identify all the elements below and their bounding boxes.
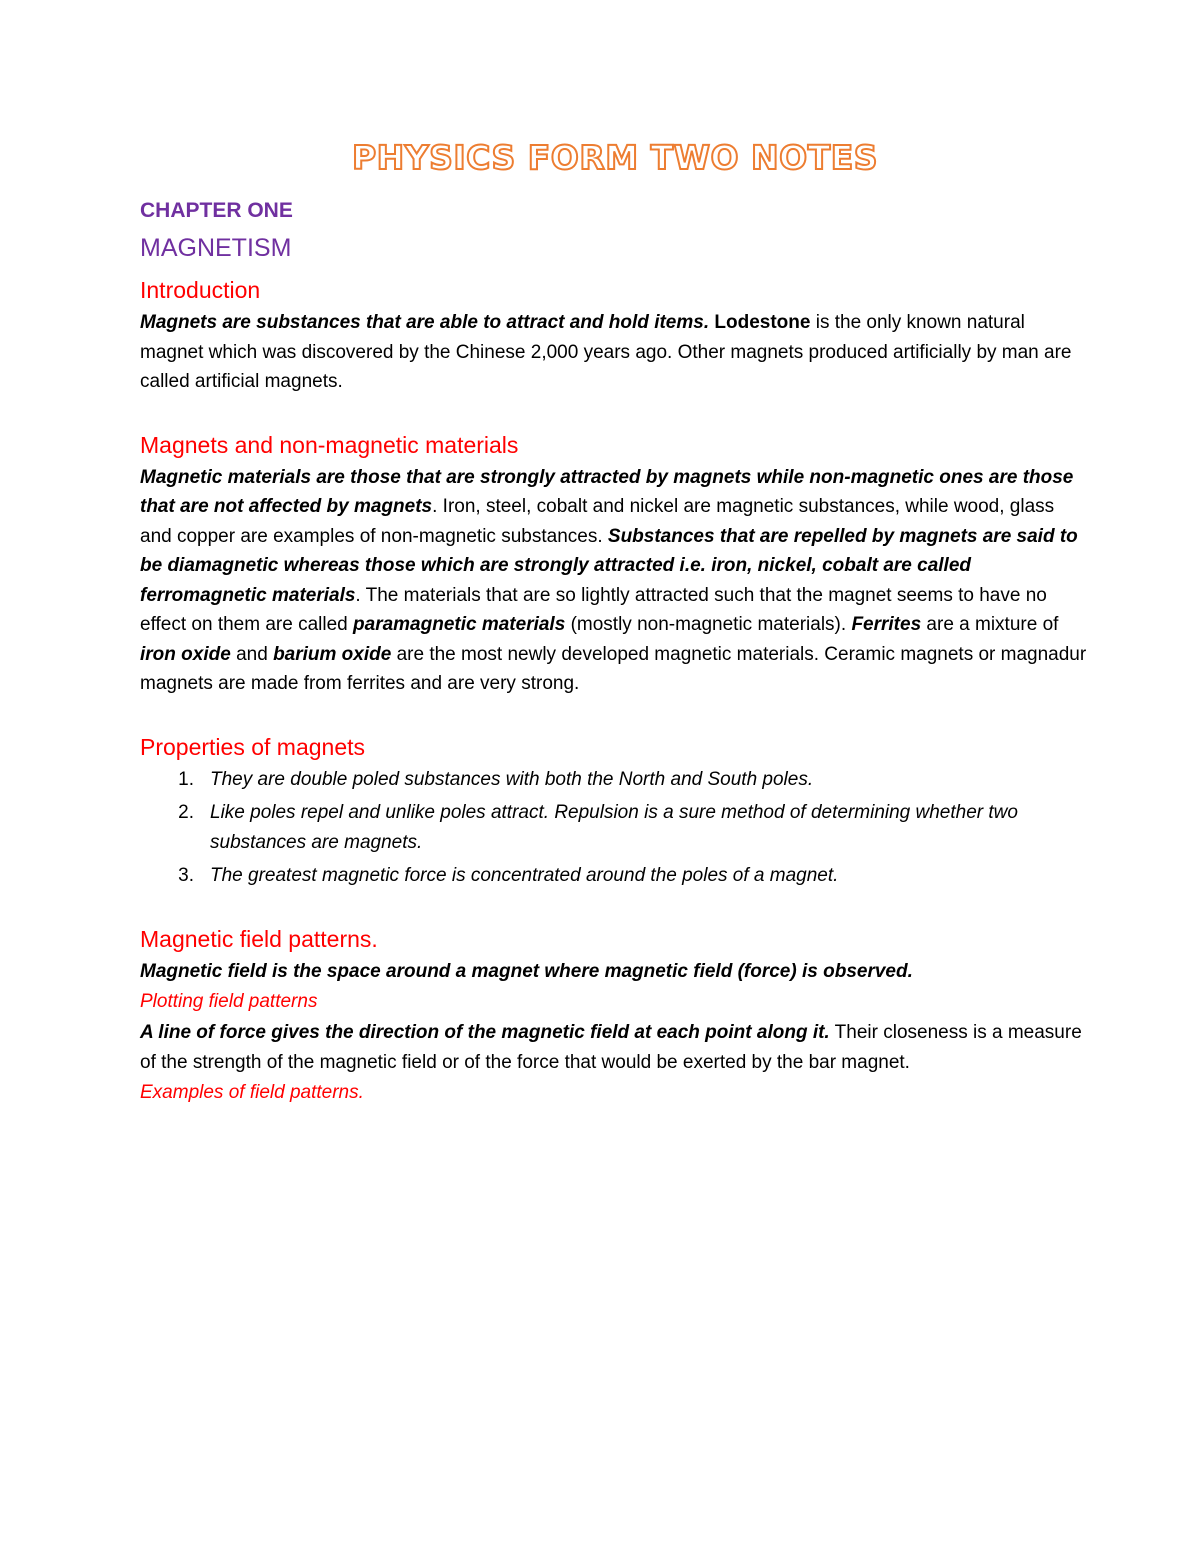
lodestone-term: Lodestone bbox=[714, 312, 811, 333]
ferrites-mid-text: are a mixture of bbox=[926, 614, 1059, 635]
chapter-label: CHAPTER ONE bbox=[140, 199, 293, 222]
materials-examples-text: . Iron, steel, cobalt and nickel are magnetic substances, while wood, glass and copper are examples of non-magnetic substances. bbox=[140, 496, 1055, 547]
introduction-text: is the only known natural magnet which was discovered by the Chinese 2,000 years ago. Other magnets produced artificially by man are called artificial magnets. bbox=[140, 312, 1072, 392]
chapter-title: MAGNETISM bbox=[140, 234, 292, 262]
materials-paragraph bbox=[140, 463, 1090, 699]
list-item bbox=[140, 765, 1090, 795]
magnetic-materials-definition: Magnetic materials are those that are strongly attracted by magnets while non-magnetic ones are those that are not affected by magnets bbox=[140, 466, 1074, 517]
list-item bbox=[140, 798, 1090, 857]
properties-list bbox=[140, 765, 1090, 891]
introduction-paragraph bbox=[140, 308, 1090, 397]
section-heading-introduction: Introduction bbox=[140, 277, 261, 303]
line-of-force-text: Their closeness is a measure of the strength of the magnetic field or of the force that would be exerted by the bar magnet. bbox=[140, 1022, 1082, 1073]
ferrites-and-text: and bbox=[236, 643, 268, 665]
barium-oxide-term: barium oxide bbox=[273, 643, 392, 665]
magnetic-field-definition bbox=[140, 957, 1090, 987]
list-item-text: The greatest magnetic force is concentrated around the poles of a magnet. bbox=[210, 865, 839, 886]
magnetic-field-definition-text: Magnetic field is the space around a magnet where magnetic field (force) is observed. bbox=[140, 960, 913, 982]
paramagnetic-note: (mostly non-magnetic materials). bbox=[570, 614, 847, 635]
section-heading-materials: Magnets and non-magnetic materials bbox=[140, 431, 519, 458]
ferrites-rest-text: are the most newly developed magnetic materials. Ceramic magnets or magnadur magnets are made from ferrites and are very strong. bbox=[140, 643, 1087, 694]
line-of-force-definition: A line of force gives the direction of the magnetic field at each point along it. bbox=[140, 1022, 830, 1043]
list-item bbox=[140, 861, 1090, 891]
paramagnetic-term: paramagnetic materials bbox=[353, 614, 566, 635]
list-item-text: They are double poled substances with both the North and South poles. bbox=[210, 768, 814, 790]
iron-oxide-term: iron oxide bbox=[140, 643, 231, 665]
section-heading-properties: Properties of magnets bbox=[140, 733, 366, 760]
ferrites-term: Ferrites bbox=[851, 614, 922, 635]
paramagnetic-intro-text: . The materials that are so lightly attracted such that the magnet seems to have no effect on them are called bbox=[140, 584, 1047, 635]
document-title: PHYSICS FORM TWO NOTES bbox=[351, 138, 879, 177]
subheading-examples-field-patterns: Examples of field patterns. bbox=[140, 1082, 364, 1103]
subheading-plotting-field-patterns: Plotting field patterns bbox=[140, 991, 318, 1012]
list-item-number: 2. bbox=[178, 802, 194, 823]
diamagnetic-definition: Substances that are repelled by magnets are said to be diamagnetic whereas those which are strongly attracted i.e. iron, nickel, cobalt are called ferromagnetic materials bbox=[140, 525, 1078, 606]
list-item-text: Like poles repel and unlike poles attract. Repulsion is a sure method of determining whether two substances are magnets. bbox=[210, 802, 1018, 853]
introduction-definition: Magnets are substances that are able to attract and hold items. bbox=[140, 312, 710, 333]
section-heading-field-patterns: Magnetic field patterns. bbox=[140, 925, 378, 952]
list-item-number: 3. bbox=[178, 865, 194, 886]
line-of-force-paragraph bbox=[140, 1018, 1090, 1077]
list-item-number: 1. bbox=[178, 768, 194, 790]
